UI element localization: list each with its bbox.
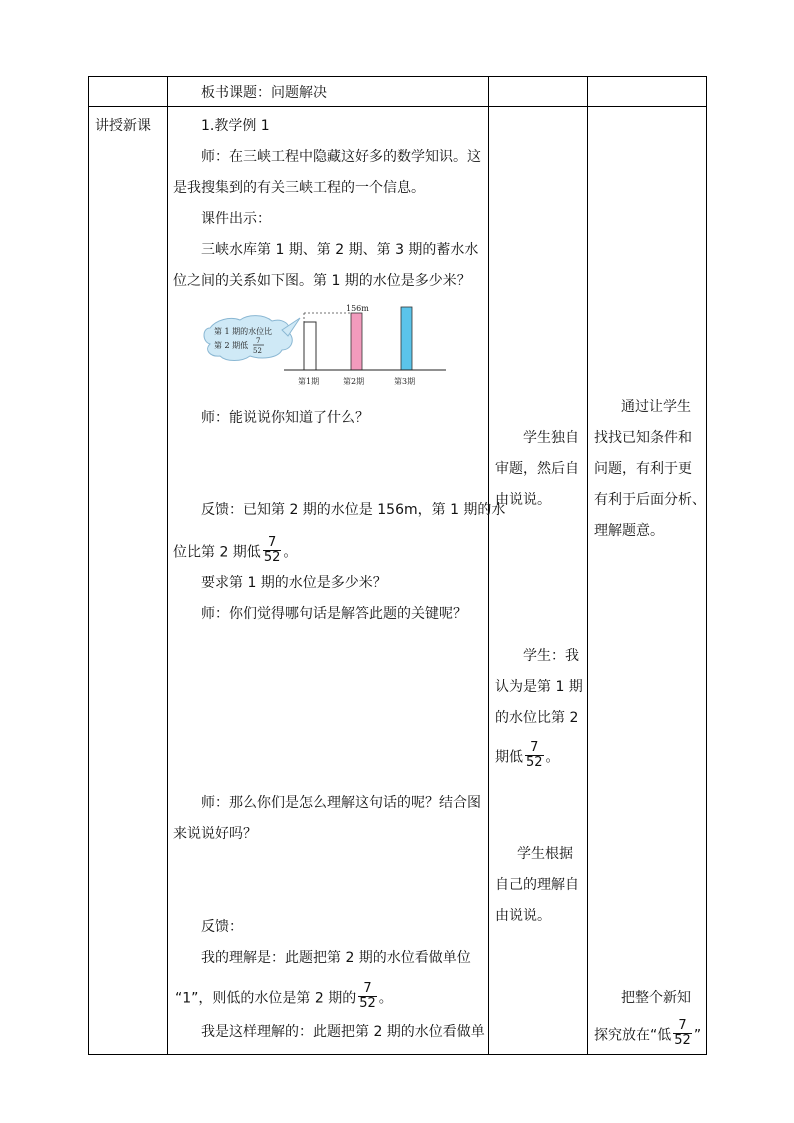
section-label: 讲授新课	[95, 118, 151, 134]
fraction-7-52: $\frac{7}{52}$	[263, 535, 281, 565]
student-activity-1-line-1: 学生独自	[523, 430, 579, 446]
understanding-line-3: 我是这样理解的：此题把第 2 期的水位看做单	[201, 1024, 485, 1040]
teacher-line-1-cont: 是我搜集到的有关三峡工程的一个信息。	[173, 180, 425, 196]
feedback-line-2-text: 位比第 2 期低	[173, 544, 261, 561]
understanding-line-1: 我的理解是：此题把第 2 期的水位看做单位	[201, 950, 471, 966]
teacher-line-1: 师：在三峡工程中隐藏这好多的数学知识。这	[201, 149, 481, 165]
student-activity-2-line-3: 的水位比第 2	[495, 710, 579, 726]
table-right-border	[706, 76, 707, 1055]
feedback-label: 反馈：	[201, 919, 243, 935]
feedback-line-1: 反馈：已知第 2 期的水位是 156m，第 1 期的水	[201, 502, 506, 518]
bar-period-1	[304, 322, 316, 370]
table-header-divider	[88, 106, 707, 107]
category-label-period-1: 第1期	[298, 377, 320, 386]
category-label-period-2: 第2期	[343, 377, 365, 386]
design-intent-1-line-2: 找找已知条件和	[594, 430, 692, 446]
problem-line-1: 三峡水库第 1 期、第 2 期、第 3 期的蓄水水	[201, 242, 479, 258]
design-intent-1-line-3: 问题，有利于更	[594, 461, 692, 477]
teacher-understand-line-1: 师：那么你们是怎么理解这句话的呢？结合图	[201, 795, 481, 811]
student-activity-3-line-1: 学生根据	[517, 846, 573, 862]
table-col-divider-3	[587, 76, 588, 1055]
question-line: 要求第 1 期的水位是多少米？	[201, 575, 387, 591]
callout-frac-num: 7	[256, 337, 261, 345]
callout-frac-den: 52	[253, 347, 262, 355]
design-intent-1-line-5: 理解题意。	[594, 523, 664, 539]
category-label-period-3: 第3期	[394, 377, 416, 386]
student-activity-3-line-2: 自己的理解自	[495, 877, 579, 893]
understanding-line-2: “1”，则低的水位是第 2 期的 $\frac{7}{52}$ 。	[175, 981, 393, 1011]
student-activity-1-line-3: 由说说。	[495, 492, 551, 508]
header-title: 板书课题：问题解决	[201, 85, 327, 101]
design-intent-2-line-2: 探究放在“低 $\frac{7}{52}$ ”	[594, 1018, 702, 1048]
callout-text-line-2: 第 2 期低	[214, 341, 249, 350]
table-col-divider-2	[488, 76, 489, 1055]
design-intent-2-line-1: 把整个新知	[621, 990, 691, 1006]
student-activity-1-line-2: 审题，然后自	[495, 461, 579, 477]
fraction-7-52: $\frac{7}{52}$	[674, 1018, 691, 1048]
design-intent-1-line-1: 通过让学生	[621, 399, 691, 415]
fraction-7-52: $\frac{7}{52}$	[359, 981, 376, 1011]
callout-bubble	[204, 316, 292, 361]
student-activity-3-line-3: 由说说。	[495, 908, 551, 924]
teacher-question-know: 师：能说说你知道了什么？	[201, 410, 369, 426]
callout-text-line-1: 第 1 期的水位比	[214, 327, 273, 336]
problem-line-2: 位之间的关系如下图。第 1 期的水位是多少米？	[173, 273, 471, 289]
table-top-border	[88, 76, 707, 77]
student-activity-2-line-1: 学生：我	[523, 648, 579, 664]
teacher-key-question: 师：你们觉得哪句话是解答此题的关键呢？	[201, 606, 467, 622]
fraction-7-52: $\frac{7}{52}$	[526, 740, 543, 770]
design-intent-1-line-4: 有利于后面分析、	[594, 492, 706, 508]
example-heading: 1.教学例 1	[201, 118, 270, 134]
student-activity-2-line-2: 认为是第 1 期	[495, 679, 583, 695]
table-left-border	[88, 76, 89, 1055]
bar-period-3	[401, 307, 412, 370]
teacher-understand-line-2: 来说说好吗？	[173, 826, 257, 842]
student-activity-2-line-4: 期低 $\frac{7}{52}$ 。	[495, 740, 560, 770]
bar-value-label-156: 156m	[346, 304, 369, 313]
table-bottom-border	[88, 1054, 707, 1055]
water-level-chart	[200, 302, 452, 390]
courseware-label: 课件出示：	[201, 211, 271, 227]
feedback-line-2: 位比第 2 期低 $\frac{7}{52}$ 。	[173, 535, 298, 565]
water-level-chart-svg	[200, 302, 452, 390]
bar-period-2	[351, 313, 362, 370]
table-col-divider-1	[167, 76, 168, 1055]
